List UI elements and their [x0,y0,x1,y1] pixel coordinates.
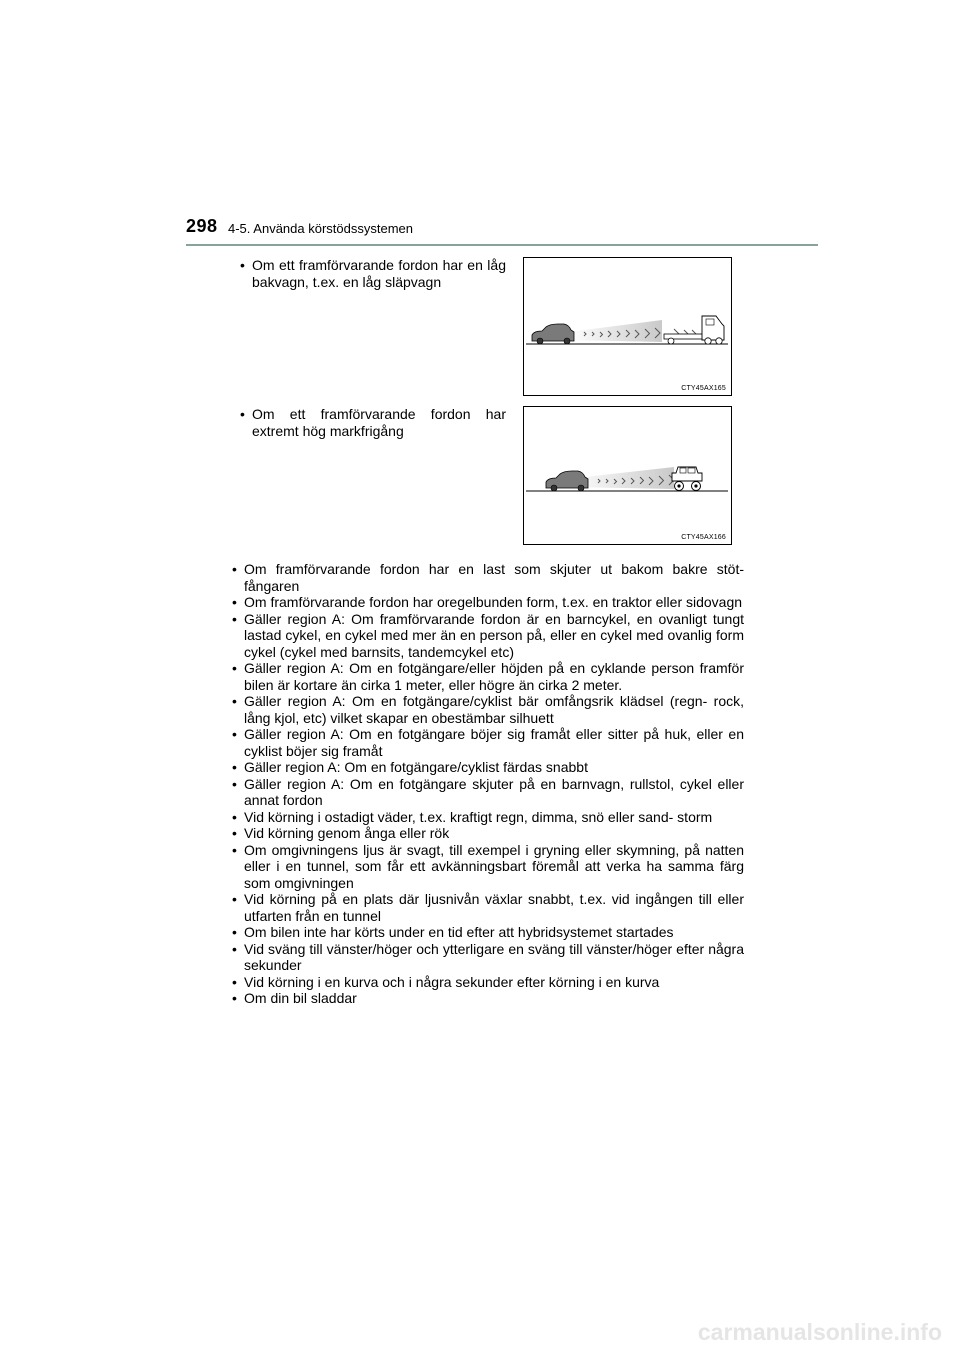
list-item [232,776,744,809]
figure-item-high-clearance [240,406,506,439]
bullet-symbol: • [240,406,245,422]
list-item [232,594,744,611]
list-item [232,759,744,776]
list-item [232,941,744,974]
car-following-high-clearance-vehicle-illustration [524,407,731,544]
list-item-text: Gäller region A: Om en fotgängare/cyklist färdas snabbt [244,759,588,775]
figure-high-clearance [523,406,732,545]
list-item-text: Om din bil sladdar [244,990,357,1006]
bullet-symbol: • [232,759,237,775]
list-item-text: Vid sväng till vänster/höger och ytterligare en sväng till vänster/höger efter några sekunder [244,940,744,973]
list-item-text: Vid körning genom ånga eller rök [244,825,450,841]
bullet-symbol: • [232,841,237,858]
list-item-text: Om framförvarande fordon har en last som skjuter ut bakom bakre stöt- fångaren [244,561,744,594]
figure-item-low-trailer [240,257,506,290]
page-number: 298 [186,216,218,236]
list-item-text: Gäller region A: Om en fotgängare böjer sig framåt eller sitter på huk, eller en cyklist böjer sig framåt [244,726,744,759]
list-item [232,726,744,759]
list-item [232,561,744,594]
list-item-text: Vid körning på en plats där ljusnivån växlar snabbt, t.ex. vid ingången till eller utfarten från en tunnel [244,891,744,924]
list-item [232,693,744,726]
figure-item-text: Om ett framförvarande fordon har extremt hög markfrigång [252,406,506,439]
bullet-symbol: • [232,940,237,957]
list-item-text: Gäller region A: Om en fotgängare skjuter på en barnvagn, rullstol, cykel eller annat fordon [244,775,744,808]
conditions-list [232,561,744,1007]
list-item [232,891,744,924]
bullet-symbol: • [232,924,237,940]
bullet-symbol: • [232,726,237,742]
list-item [232,611,744,661]
bullet-symbol: • [232,808,237,825]
bullet-symbol: • [232,594,237,610]
bullet-symbol: • [232,990,237,1006]
figure-code: CTY45AX165 [681,385,726,392]
list-item-text: Om omgivningens ljus är svagt, till exempel i gryning eller skymning, på natten eller i en tunnel, som får ett avkänningsbart föremål att verka ha samma färg som omgivningen [244,841,744,891]
bullet-symbol: • [232,610,237,627]
list-item-text: Om bilen inte har körts under en tid efter att hybridsystemet startades [244,924,674,940]
watermark: carmanualsonline.info [697,1319,942,1345]
list-item-text: Om framförvarande fordon har oregelbunden form, t.ex. en traktor eller sidovagn [244,594,743,610]
list-item [232,974,744,991]
list-item-text: Vid körning i ostadigt väder, t.ex. kraftigt regn, dimma, snö eller sand- storm [244,808,713,825]
bullet-symbol: • [240,257,245,273]
bullet-symbol: • [232,891,237,907]
list-item-text: Gäller region A: Om en fotgängare/eller höjden på en cyklande person framför bilen är kortare än cirka 1 meter, eller högre än cirka 2 meter. [244,660,744,693]
car-following-low-trailer-illustration [524,258,731,395]
bullet-symbol: • [232,973,237,990]
figure-item-text: Om ett framförvarande fordon har en låg bakvagn, t.ex. en låg släpvagn [252,257,506,290]
list-item [232,990,744,1007]
bullet-symbol: • [232,775,237,792]
bullet-symbol: • [232,693,237,709]
list-item [232,842,744,892]
bullet-symbol: • [232,660,237,676]
list-item-text: Vid körning i en kurva och i några sekunder efter körning i en kurva [244,973,660,990]
list-item [232,660,744,693]
header-divider [186,244,818,246]
list-item-text: Gäller region A: Om en fotgängare/cyklist bär omfångsrik klädsel (regn- rock, lång kjol, etc) vilket skapar en obestämbar silhuett [244,693,744,726]
list-item [232,825,744,842]
list-item [232,924,744,941]
list-item-text: Gäller region A: Om framförvarande fordon är en barncykel, en ovanligt tungt lastad cykel, en cykel med mer än en person på, eller en cykel med ovanlig form cykel (cykel med barnsits, tandemcykel etc) [244,610,744,660]
section-title: 4-5. Använda körstödssystemen [228,221,413,236]
figure-code: CTY45AX166 [681,534,726,541]
bullet-symbol: • [232,561,237,577]
figure-low-trailer [523,257,732,396]
bullet-symbol: • [232,825,237,841]
list-item [232,809,744,826]
